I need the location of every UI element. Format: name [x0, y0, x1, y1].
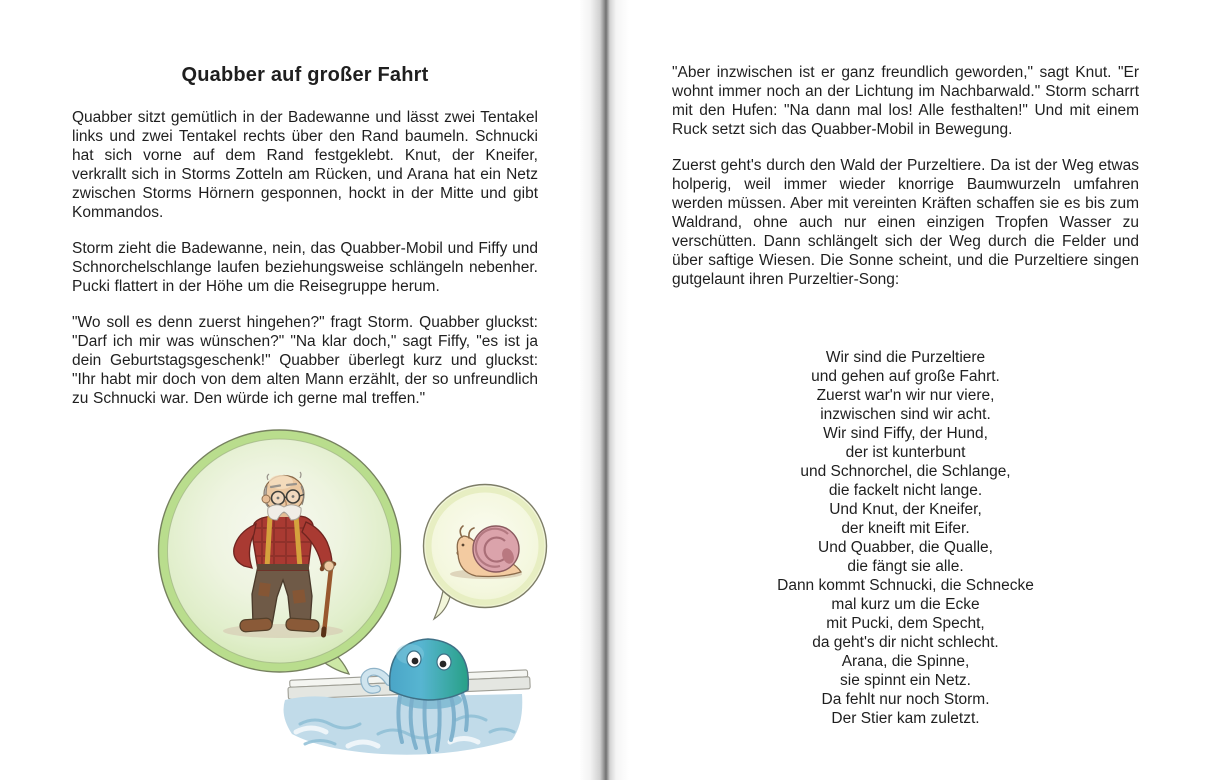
poem-line: inzwischen sind wir acht. [820, 406, 991, 423]
snail-bubble [424, 485, 547, 620]
chapter-title: Quabber auf großer Fahrt [181, 64, 429, 86]
poem-line: Zuerst war'n wir nur viere, [816, 387, 995, 404]
poem-line: da geht's dir nicht schlecht. [812, 634, 999, 651]
poem-line: mal kurz um die Ecke [831, 596, 980, 613]
poem-line: Da fehlt nur noch Storm. [821, 691, 990, 708]
purzeltier-song [672, 348, 1139, 728]
poem-line: sie spinnt ein Netz. [840, 672, 971, 689]
poem-line: Und Quabber, die Qualle, [818, 539, 993, 556]
story-paragraph: "Wo soll es denn zuerst hingehen?" fragt Storm. Quabber gluckst: "Darf ich mir was wünschen?" "Na klar doch," sagt Fiffy, "es ist ja dein Geburtstagsgeschenk!" Quabber überlegt kurz und gluckst: "Ihr habt mir doch von dem alten Mann erzählt, der so unfreundlich zu Schnucki war. Den würde ich gerne mal treffen." [72, 314, 538, 407]
left-text-column [72, 62, 538, 425]
story-paragraph: Quabber sitzt gemütlich in der Badewanne und lässt zwei Tentakel links und zwei Tentakel rechts über den Rand baumeln. Schnucki hat sich vorne auf dem Rand festgeklebt. Knut, der Kneifer, verkrallt sich in Storms Zotteln am Rücken, und Arana hat ein Netz zwischen Storms Hörnern gesponnen, hockt in der Mitte und gibt Kommandos. [72, 109, 538, 221]
poem-line: Arana, die Spinne, [841, 653, 970, 670]
poem-line: die fackelt nicht lange. [828, 482, 983, 499]
poem-line: Wir sind die Purzeltiere [825, 349, 986, 366]
poem-line: Wir sind Fiffy, der Hund, [823, 425, 988, 442]
poem-line: Und Knut, der Kneifer, [829, 501, 982, 518]
poem-line: Der Stier kam zuletzt. [831, 710, 980, 727]
story-paragraph: Zuerst geht's durch den Wald der Purzeltiere. Da ist der Weg etwas holperig, weil immer wieder knorrige Baumwurzeln umfahren werden müssen. Aber mit vereinten Kräften schaffen sie es bis zum Waldrand, ohne auch nur einen einzigen Tropfen Wasser zu verschütten. Dann schlängelt sich der Weg durch die Felder und über saftige Wiesen. Die Sonne scheint, und die Purzeltiere singen gutgelaunt ihren Purzeltier-Song: [672, 157, 1139, 288]
right-text-column [672, 63, 1139, 727]
poem-line: der kneift mit Eifer. [841, 520, 970, 537]
snail-figure [450, 526, 522, 579]
poem-line: der ist kunterbunt [845, 444, 966, 461]
poem-line: die fängt sie alle. [847, 558, 964, 575]
old-man-bubble [159, 430, 401, 674]
poem-line: und gehen auf große Fahrt. [811, 368, 1000, 385]
left-page [0, 0, 598, 780]
story-paragraph: "Aber inzwischen ist er ganz freundlich geworden," sagt Knut. "Er wohnt immer noch an der Lichtung im Nachbarwald." Storm scharrt mit den Hufen: "Na dann mal los! Alle festhalten!" Und mit einem Ruck setzt sich das Quabber-Mobil in Bewegung. [672, 64, 1139, 138]
watercolor-illustration [150, 428, 570, 768]
poem-line: und Schnorchel, die Schlange, [800, 463, 1011, 480]
right-page [615, 0, 1213, 780]
poem-line: mit Pucki, dem Specht, [826, 615, 985, 632]
poem-line: Dann kommt Schnucki, die Schnecke [777, 577, 1034, 594]
story-paragraph: Storm zieht die Badewanne, nein, das Quabber-Mobil und Fiffy und Schnorchelschlange laufen beziehungsweise schlängeln nebenher. Pucki flattert in der Höhe um die Reisegruppe herum. [72, 240, 538, 295]
